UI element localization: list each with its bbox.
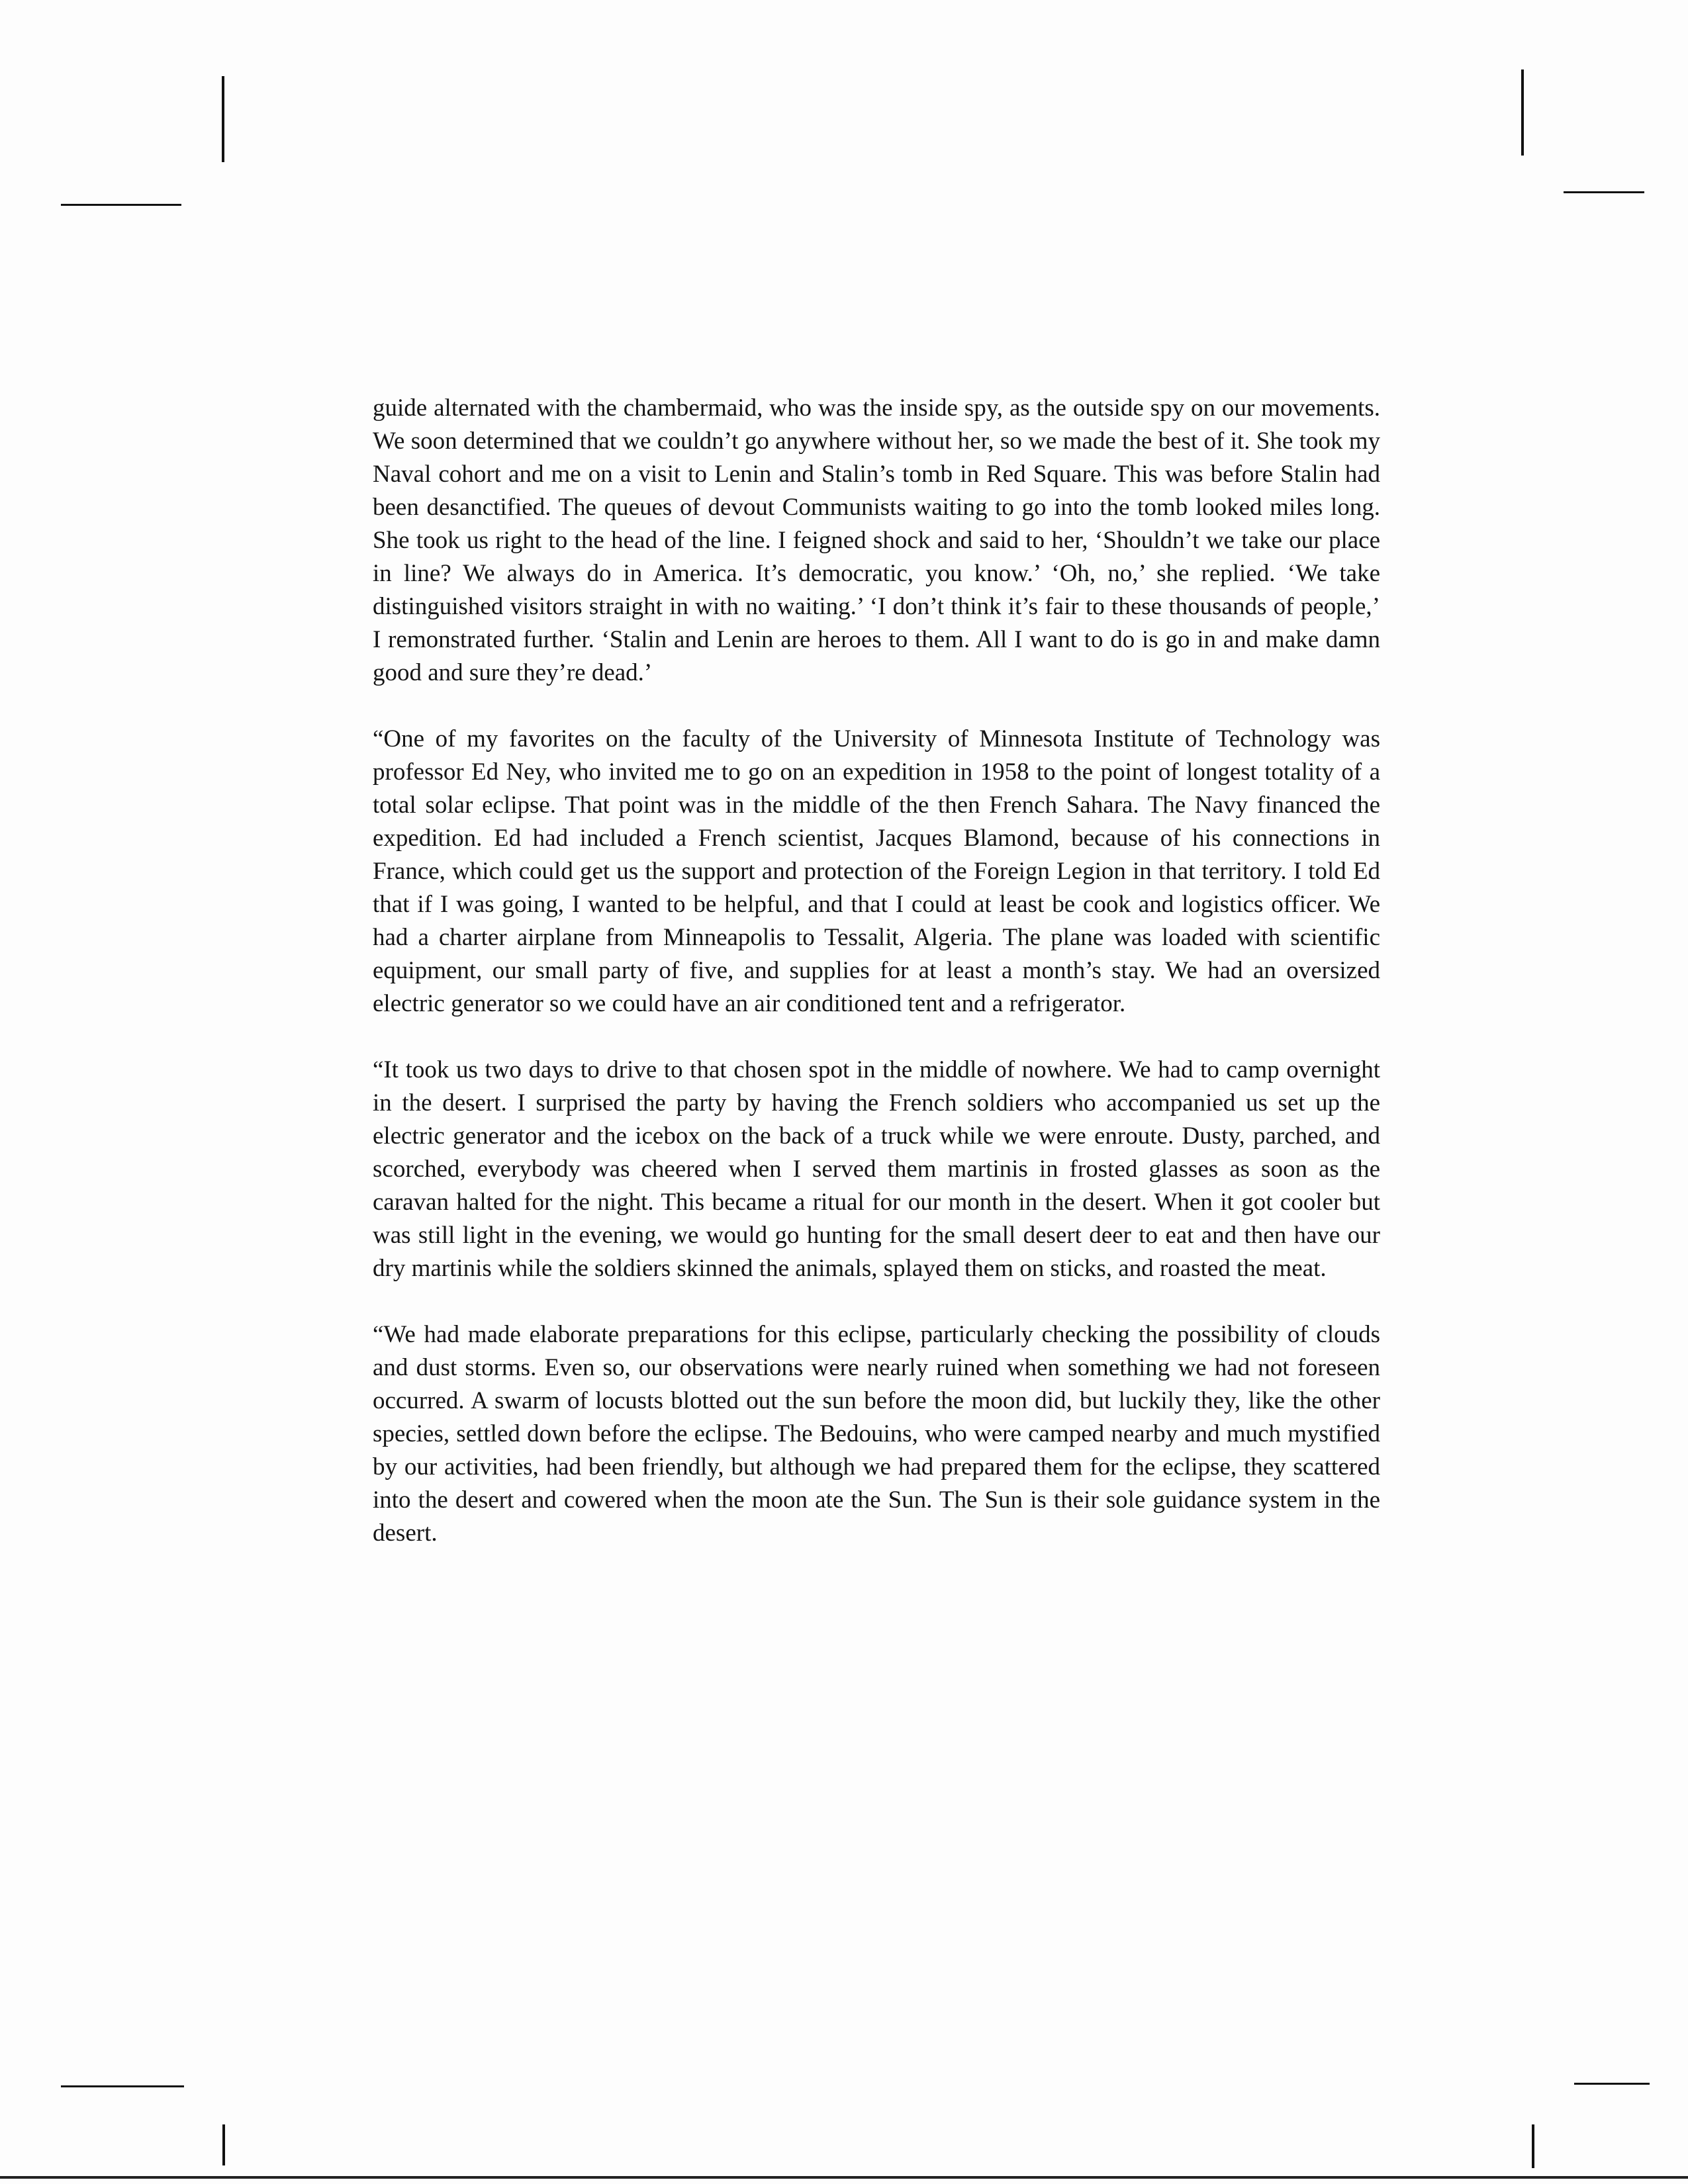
crop-mark-bottom-right-horizontal (1574, 2083, 1650, 2085)
paragraph-3: “It took us two days to drive to that chosen spot in the middle of nowhere. We had to camp overnight in the desert. I surprised the party by having the French soldiers who accompanied us set up the electric generator and the icebox on the back of a truck while we were enroute. Dusty, parched, and scorched, everybody was cheered when I served them martinis in frosted glasses as soon as the caravan halted for the night. This became a ritual for our month in the desert. When it got cooler but was still light in the evening, we would go hunting for the small desert deer to eat and then have our dry martinis while the soldiers skinned the animals, splayed them on sticks, and roasted the meat. (373, 1056, 1380, 1282)
crop-mark-bottom-right-vertical (1532, 2124, 1534, 2168)
crop-mark-bottom-left-horizontal (61, 2085, 184, 2087)
body-text (373, 392, 1380, 1550)
crop-mark-top-left-horizontal (61, 204, 181, 206)
paragraph-2: “One of my favorites on the faculty of the University of Minnesota Institute of Technology was professor Ed Ney, who invited me to go on an expedition in 1958 to the point of longest totality of a total solar eclipse. That point was in the middle of the then French Sahara. The Navy financed the expedition. Ed had included a French scientist, Jacques Blamond, because of his connections in France, which could get us the support and protection of the Foreign Legion in that territory. I told Ed that if I was going, I wanted to be helpful, and that I could at least be cook and logistics officer. We had a charter airplane from Minneapolis to Tessalit, Algeria. The plane was loaded with scientific equipment, our small party of five, and supplies for at least a month’s stay. We had an oversized electric generator so we could have an air conditioned tent and a refrigerator. (373, 725, 1380, 1017)
crop-mark-top-left-vertical (222, 76, 224, 162)
crop-mark-bottom-left-vertical (222, 2124, 225, 2165)
paragraph-1: guide alternated with the chambermaid, who was the inside spy, as the outside spy on our movements. We soon determined that we couldn’t go anywhere without her, so we made the best of it. She took my Naval cohort and me on a visit to Lenin and Stalin’s tomb in Red Square. This was before Stalin had been desanctified. The queues of devout Communists waiting to go into the tomb looked miles long. She took us right to the head of the line. I feigned shock and said to her, ‘Shouldn’t we take our place in line? We always do in America. It’s democratic, you know.’ ‘Oh, no,’ she replied. ‘We take distinguished visitors straight in with no waiting.’ ‘I don’t think it’s fair to these thousands of people,’ I remonstrated further. ‘Stalin and Lenin are heroes to them. All I want to do is go in and make damn good and sure they’re dead.’ (373, 394, 1380, 686)
crop-mark-top-right-horizontal (1564, 191, 1644, 193)
bottom-edge-rule (0, 2176, 1688, 2179)
crop-mark-top-right-vertical (1521, 69, 1524, 156)
paragraph-4: “We had made elaborate preparations for this eclipse, particularly checking the possibility of clouds and dust storms. Even so, our observations were nearly ruined when something we had not foreseen occurred. A swarm of locusts blotted out the sun before the moon did, but luckily they, like the other species, settled down before the eclipse. The Bedouins, who were camped nearby and much mystified by our activities, had been friendly, but although we had prepared them for the eclipse, they scattered into the desert and cowered when the moon ate the Sun. The Sun is their sole guidance system in the desert. (373, 1321, 1380, 1547)
